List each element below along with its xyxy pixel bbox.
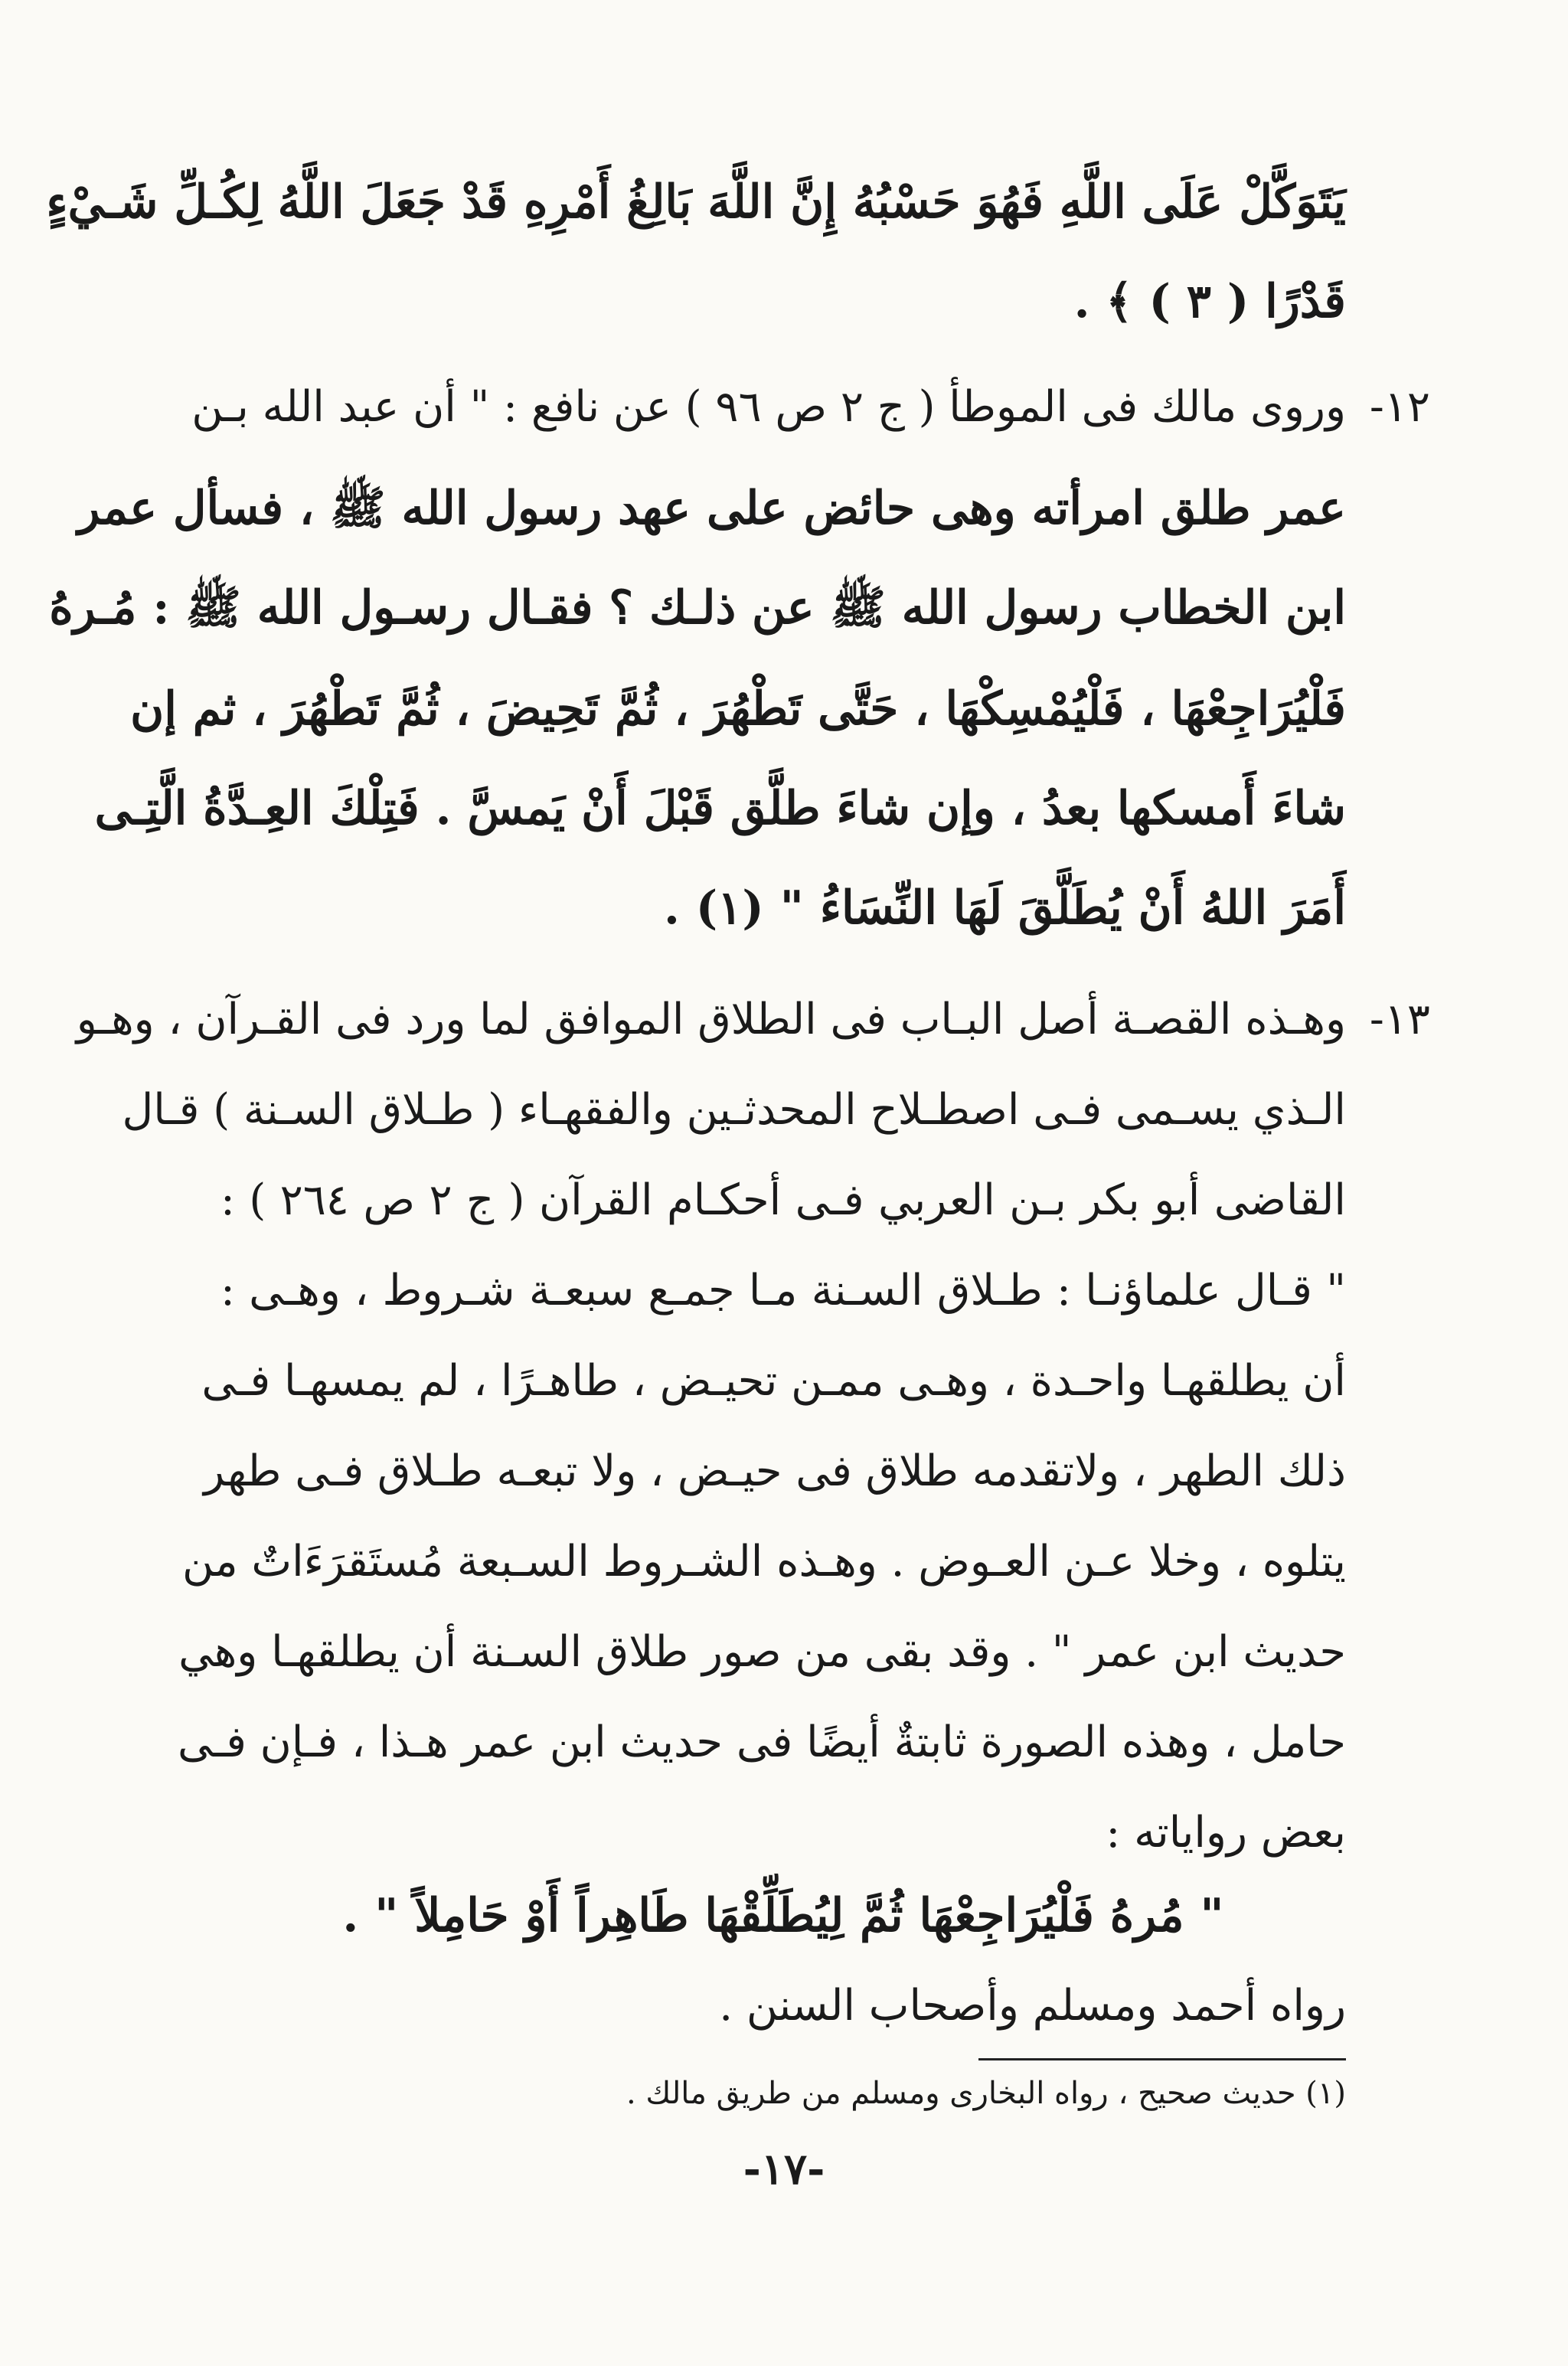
verse-line-2: قَدْرًا ( ٣ ) ﴾ . <box>1073 275 1346 328</box>
section-13-line-3: القاضى أبو بكر بـن العربي فـى أحكـام القرآن ( ج ٢ ص ٢٦٤ ) : <box>220 1175 1346 1225</box>
section-13-line-2: الـذي يسـمى فـى اصطـلاح المحدثـين والفقهـاء ( طـلاق السـنة ) قـال <box>122 1085 1346 1135</box>
section-13-line-4: " قـال علماؤنـا : طـلاق السـنة مـا جمـع سبعـة شـروط ، وهـى : <box>220 1266 1346 1315</box>
section-12-line-4: فَلْيُرَاجِعْهَا ، فَلْيُمْسِكْهَا ، حَتَّى تَطْهُرَ ، ثُمَّ تَحِيضَ ، ثُمَّ تَطْهُرَ ، ثم إن <box>130 682 1346 736</box>
section-13-line-6: ذلك الطهر ، ولاتقدمه طلاق فى حيـض ، ولا تبعـه طـلاق فـى طهر <box>204 1446 1346 1496</box>
section-12-line-1: وروى مالك فى الموطأ ( ج ٢ ص ٩٦ ) عن نافع : " أن عبد الله بـن <box>191 382 1346 432</box>
section-12-number: ١٢- <box>1369 382 1430 432</box>
footnote: (١) حديث صحيح ، رواه البخارى ومسلم من طريق مالك . <box>626 2076 1346 2111</box>
hadith-quote: " مُرهُ فَلْيُرَاجِعْهَا ثُمَّ لِيُطَلِّقْهَا طَاهِراً أَوْ حَامِلاً " . <box>342 1889 1224 1943</box>
narration-line: رواه أحمد ومسلم وأصحاب السنن . <box>719 1981 1346 2031</box>
section-12-line-3: ابن الخطاب رسول الله ﷺ عن ذلـك ؟ فقـال رسـول الله ﷺ : مُـرهُ <box>49 581 1346 635</box>
section-12-line-6: أَمَرَ اللهُ أَنْ يُطَلَّقَ لَهَا النِّسَاءُ " (١) . <box>663 881 1346 935</box>
section-13-line-1: وهـذه القصـة أصل البـاب فى الطلاق الموافق لما ورد فى القـرآن ، وهـو <box>76 995 1346 1044</box>
footnote-divider <box>978 2058 1346 2060</box>
section-12-line-2: عمر طلق امرأته وهى حائض على عهد رسول الله ﷺ ، فسأل عمر <box>77 482 1346 535</box>
section-12-line-5: شاءَ أَمسكها بعدُ ، وإن شاءَ طلَّق قَبْلَ أَنْ يَمسَّ . فَتِلْكَ العِـدَّةُ الَّتِـى <box>94 782 1346 835</box>
section-13-line-8: حديث ابن عمر " . وقد بقى من صور طلاق السـنة أن يطلقهـا وهي <box>178 1627 1346 1677</box>
page-number: -١٧- <box>743 2144 825 2194</box>
section-13-line-5: أن يطلقهـا واحـدة ، وهـى ممـن تحيـض ، طاهـرًا ، لم يمسهـا فـى <box>201 1356 1346 1406</box>
section-13-number: ١٣- <box>1369 995 1430 1044</box>
section-13-line-7: يتلوه ، وخلا عـن العـوض . وهـذه الشـروط السـبعة مُستَقرَءَاتٌ من <box>181 1537 1346 1587</box>
section-13-line-9: حامل ، وهذه الصورة ثابتةٌ أيضًا فى حديث ابن عمر هـذا ، فـإن فـى <box>178 1717 1346 1767</box>
verse-line-1: يَتَوَكَّلْ عَلَى اللَّهِ فَهُوَ حَسْبُهُ إِنَّ اللَّهَ بَالِغُ أَمْرِهِ قَدْ جَعَلَ اللَّهُ لِكُـلِّ شَـيْءٍ <box>46 175 1346 229</box>
section-13-line-10: بعض رواياته : <box>1106 1808 1346 1858</box>
